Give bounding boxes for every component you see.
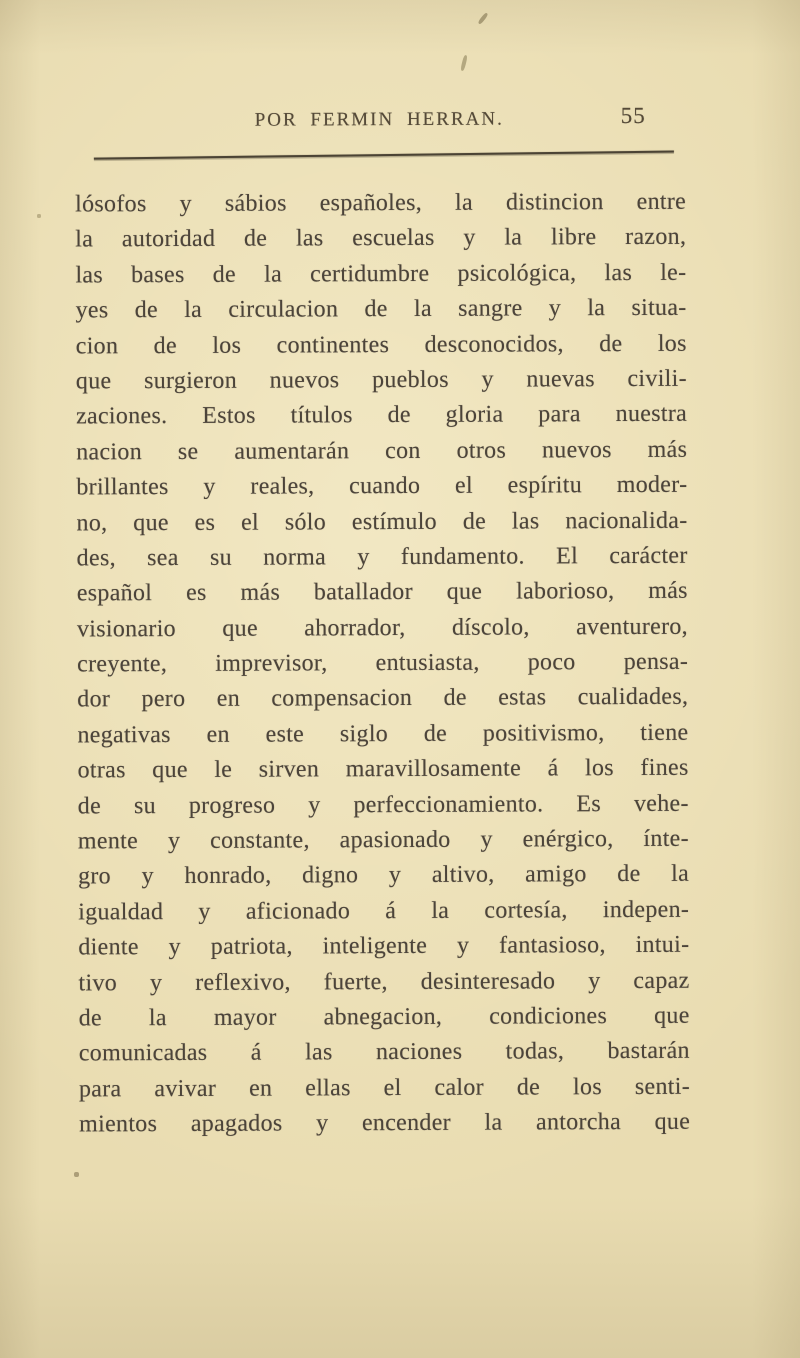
text-line: brillantes y reales, cuando el espíritu moder-	[76, 471, 688, 501]
text-line: des, sea su norma y fundamento. El carácter	[76, 542, 688, 572]
page-body-text	[75, 185, 690, 1143]
header-rule	[94, 151, 674, 160]
text-line: zaciones. Estos títulos de gloria para nuestra	[75, 401, 688, 430]
text-line: cion de los continentes desconocidos, de los	[75, 330, 687, 359]
running-header-title: POR FERMIN HERRAN.	[254, 108, 504, 131]
text-line: gro y honrado, digno y altivo, amigo de la	[77, 861, 690, 890]
text-line: diente y patriota, inteligente y fantasioso, intui-	[78, 931, 690, 961]
text-line: lósofos y sábios españoles, la distincion entre	[75, 188, 687, 218]
text-line: creyente, imprevisor, entusiasta, poco pensa-	[77, 648, 689, 678]
text-line: las bases de la certidumbre psicológica, las le-	[75, 259, 687, 289]
text-line: visionario que ahorrador, díscolo, aventurero,	[76, 613, 689, 643]
text-line: dor pero en compensacion de estas cualidades,	[77, 684, 689, 713]
text-line: otras que le sirven maravillosamente á los fines	[77, 754, 689, 784]
text-line: de su progreso y perfeccionamiento. Es vehe-	[77, 790, 689, 820]
text-line: la autoridad de las escuelas y la libre razon,	[75, 224, 687, 253]
text-line: tivo y reflexivo, fuerte, desinteresado y capaz	[78, 967, 690, 997]
running-header	[75, 108, 684, 133]
text-line: negativas en este siglo de positivismo, tiene	[77, 719, 689, 749]
text-line: que surgieron nuevos pueblos y nuevas civili-	[75, 365, 687, 395]
text-line: comunicadas á las naciones todas, bastarán	[78, 1038, 690, 1067]
ink-speck	[37, 214, 41, 218]
page-number: 55	[620, 102, 646, 129]
text-line: yes de la circulacion de la sangre y la situa-	[75, 294, 687, 324]
text-line: para avivar en ellas el calor de los senti-	[78, 1073, 691, 1103]
text-line: español es más batallador que laborioso, más	[76, 578, 688, 607]
text-line: de la mayor abnegacion, condiciones que	[78, 1002, 690, 1032]
text-line: nacion se aumentarán con otros nuevos más	[76, 436, 688, 466]
text-line: mientos apagados y encender la antorcha que	[79, 1108, 691, 1138]
text-line: igualdad y aficionado á la cortesía, indepen-	[78, 896, 690, 926]
ink-speck	[74, 1172, 79, 1177]
text-line: no, que es el sólo estímulo de las nacionalida-	[76, 507, 688, 536]
text-line: mente y constante, apasionado y enérgico, ínte-	[77, 825, 689, 855]
